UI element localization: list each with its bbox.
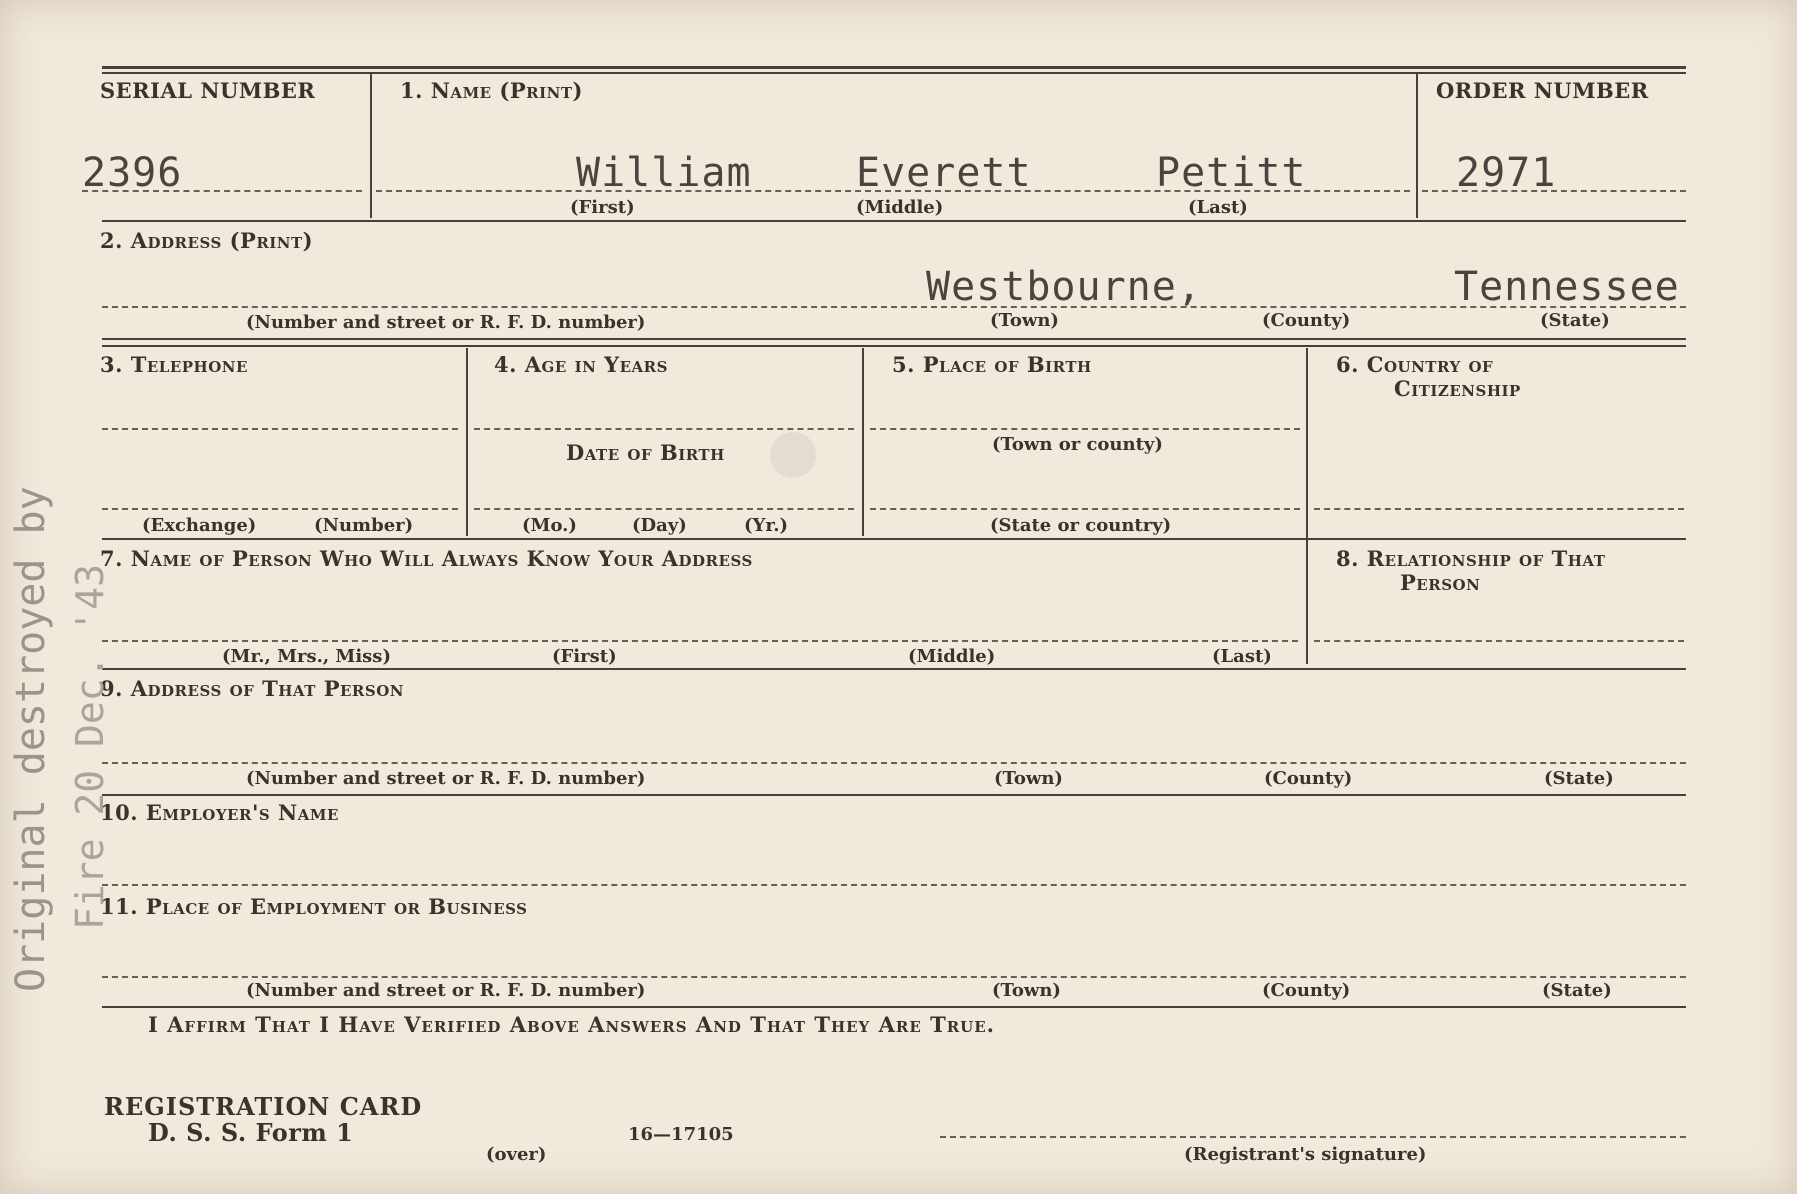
divider xyxy=(1306,348,1308,664)
telephone-label: 3. Telephone xyxy=(100,352,248,377)
row-rule xyxy=(102,1006,1686,1008)
first-caption: (First) xyxy=(570,197,635,218)
birthplace-label: 5. Place of Birth xyxy=(892,352,1092,377)
top-rule xyxy=(102,66,1686,69)
form-name: D. S. S. Form 1 xyxy=(148,1118,354,1147)
destroyed-stamp-line-2: Fire 20 Dec. '43 xyxy=(68,563,112,930)
dob-line xyxy=(474,508,854,510)
employment-label: 11. Place of Employment or Business xyxy=(100,894,528,919)
contact-last-caption: (Last) xyxy=(1212,646,1272,667)
signature-line xyxy=(940,1136,1686,1138)
contact-address-line xyxy=(102,762,1686,764)
name-last-value: Petitt xyxy=(1156,150,1307,196)
title-caption: (Mr., Mrs., Miss) xyxy=(222,646,391,667)
contact-label: 7. Name of Person Who Will Always Know Your Address xyxy=(100,546,753,571)
order-number-line xyxy=(1422,190,1686,192)
telephone-line-2 xyxy=(102,508,458,510)
age-label: 4. Age in Years xyxy=(494,352,668,377)
contact-street-caption: (Number and street or R. F. D. number) xyxy=(246,768,646,789)
relationship-line xyxy=(1314,640,1684,642)
row-rule xyxy=(102,538,1686,540)
telephone-line xyxy=(102,428,458,430)
divider xyxy=(1416,74,1418,218)
row-rule xyxy=(102,338,1686,340)
birthplace-town-line xyxy=(870,428,1300,430)
serial-number-label: SERIAL NUMBER xyxy=(100,78,316,103)
birthplace-state-line xyxy=(870,508,1300,510)
form-number: 16—17105 xyxy=(628,1124,734,1145)
row-rule xyxy=(102,794,1686,796)
employer-line xyxy=(102,884,1686,886)
last-caption: (Last) xyxy=(1188,197,1248,218)
employment-street-caption: (Number and street or R. F. D. number) xyxy=(246,980,646,1001)
name-middle-value: Everett xyxy=(856,150,1032,196)
address-state-value: Tennessee xyxy=(1454,264,1680,310)
serial-number-value: 2396 xyxy=(82,150,183,196)
employment-town-caption: (Town) xyxy=(992,980,1061,1001)
state-or-country-caption: (State or country) xyxy=(990,515,1172,536)
employment-state-caption: (State) xyxy=(1542,980,1612,1001)
day-caption: (Day) xyxy=(632,515,687,536)
over-note: (over) xyxy=(486,1144,547,1165)
name-line xyxy=(376,190,1410,192)
town-or-county-caption: (Town or county) xyxy=(992,434,1163,455)
serial-number-line xyxy=(82,190,362,192)
dob-label: Date of Birth xyxy=(566,440,725,465)
row-rule xyxy=(102,345,1686,347)
order-number-label: ORDER NUMBER xyxy=(1436,78,1649,103)
relationship-label: 8. Relationship of That xyxy=(1336,546,1606,571)
divider xyxy=(466,348,468,536)
address-label: 2. Address (Print) xyxy=(100,228,314,253)
number-caption: (Number) xyxy=(314,515,414,536)
contact-middle-caption: (Middle) xyxy=(908,646,996,667)
affirmation-text: I Affirm That I Have Verified Above Answers And That They Are True. xyxy=(148,1012,995,1037)
name-first-value: William xyxy=(576,150,752,196)
citizenship-label: 6. Country of xyxy=(1336,352,1494,377)
street-caption: (Number and street or R. F. D. number) xyxy=(246,312,646,333)
divider xyxy=(370,74,372,218)
row-rule xyxy=(102,220,1686,222)
citizenship-label-2: Citizenship xyxy=(1394,376,1521,401)
address-line xyxy=(102,306,1686,308)
town-caption: (Town) xyxy=(990,310,1059,331)
contact-town-caption: (Town) xyxy=(994,768,1063,789)
relationship-label-2: Person xyxy=(1400,570,1481,595)
top-rule-2 xyxy=(102,72,1686,74)
registration-card-title: REGISTRATION CARD xyxy=(104,1092,423,1121)
employment-county-caption: (County) xyxy=(1262,980,1351,1001)
address-town-value: Westbourne, xyxy=(926,264,1202,310)
divider xyxy=(862,348,864,536)
age-line xyxy=(474,428,854,430)
employment-line xyxy=(102,976,1686,978)
yr-caption: (Yr.) xyxy=(744,515,788,536)
watermark-mark xyxy=(770,432,816,478)
exchange-caption: (Exchange) xyxy=(142,515,257,536)
name-label: 1. Name (Print) xyxy=(400,78,583,103)
contact-county-caption: (County) xyxy=(1264,768,1353,789)
order-number-value: 2971 xyxy=(1456,150,1557,196)
state-caption: (State) xyxy=(1540,310,1610,331)
contact-address-label: 9. Address of That Person xyxy=(100,676,405,701)
contact-line xyxy=(102,640,1298,642)
signature-caption: (Registrant's signature) xyxy=(1184,1144,1427,1165)
county-caption: (County) xyxy=(1262,310,1351,331)
contact-first-caption: (First) xyxy=(552,646,617,667)
mo-caption: (Mo.) xyxy=(522,515,577,536)
contact-state-caption: (State) xyxy=(1544,768,1614,789)
employer-label: 10. Employer's Name xyxy=(100,800,339,825)
destroyed-stamp-line-1: Original destroyed by xyxy=(8,486,54,992)
middle-caption: (Middle) xyxy=(856,197,944,218)
citizenship-line xyxy=(1314,508,1684,510)
row-rule xyxy=(102,668,1686,670)
